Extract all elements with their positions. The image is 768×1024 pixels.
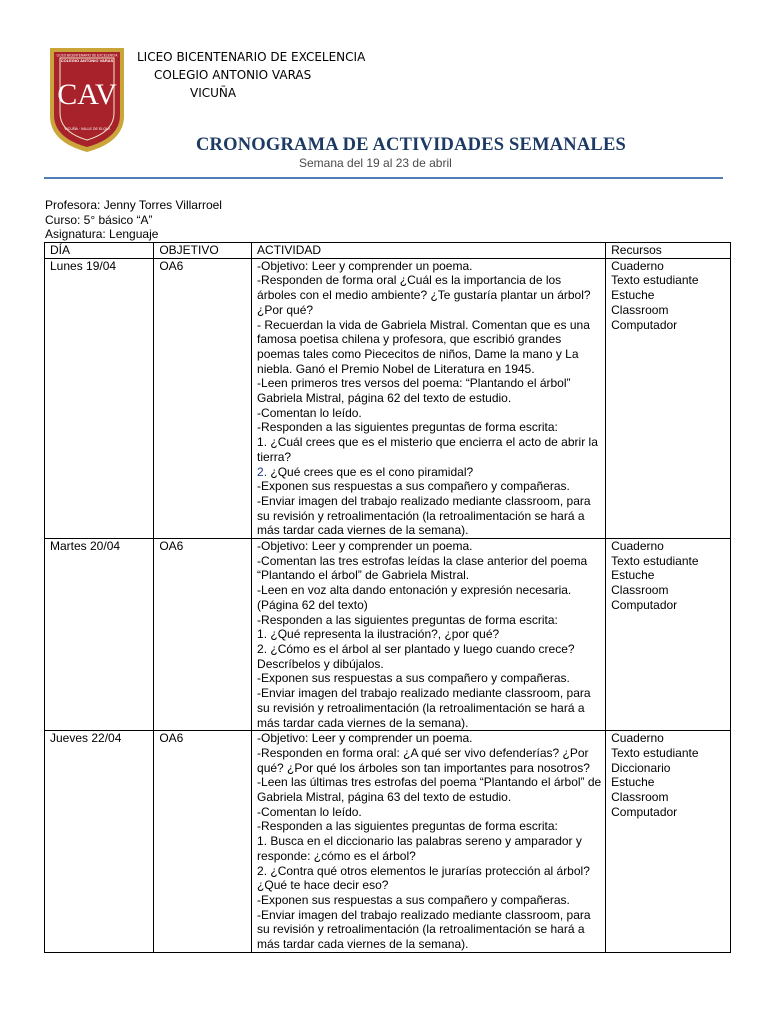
resource-item: Texto estudiante bbox=[611, 745, 699, 760]
activity-line: -Leen en voz alta dando entonación y expresión necesaria. (Página 62 del texto) bbox=[257, 583, 572, 612]
header-day: DÍA bbox=[45, 243, 154, 259]
activity-line: -Objetivo: Leer y comprender un poema. bbox=[257, 258, 473, 273]
table-row bbox=[45, 539, 731, 731]
resource-item: Computador bbox=[611, 597, 678, 612]
activity-line: 2. ¿Cómo es el árbol al ser plantado y luego cuando crece? Descríbelos y dibújalos. bbox=[257, 641, 575, 671]
activity-line: -Comentan lo leído. bbox=[257, 405, 362, 420]
activity-line: 2. ¿Qué crees que es el cono piramidal? bbox=[257, 464, 474, 479]
activity-cell bbox=[252, 258, 606, 538]
objective-cell: OA6 bbox=[154, 539, 252, 731]
resources-cell bbox=[606, 731, 731, 953]
activity-line: -Leen primeros tres versos del poema: “Plantando el árbol” Gabriela Mistral, página 62 del texto de estudio. bbox=[257, 376, 571, 406]
school-name bbox=[137, 48, 365, 102]
resources-cell bbox=[606, 258, 731, 538]
day-cell: Jueves 22/04 bbox=[45, 731, 154, 953]
teacher-line: Profesora: Jenny Torres Villarroel bbox=[45, 198, 222, 212]
school-line-1: LICEO BICENTENARIO DE EXCELENCIA bbox=[137, 50, 366, 64]
header-resources: Recursos bbox=[606, 243, 731, 259]
school-line-2: COLEGIO ANTONIO VARAS bbox=[154, 68, 312, 82]
activity-line: -Responden de forma oral ¿Cuál es la importancia de los árboles con el medio ambiente? ¿Te gustaría plantar un árbol? ¿Por qué? bbox=[257, 273, 591, 317]
resource-item: Estuche bbox=[611, 568, 655, 583]
activity-line: -Leen las últimas tres estrofas del poema “Plantando el árbol” de Gabriela Mistral, página 63 del texto de estudio. bbox=[257, 775, 602, 805]
table-row bbox=[45, 731, 731, 953]
activity-line: 1. ¿Cuál crees que es el misterio que encierra el acto de abrir la tierra? bbox=[257, 435, 598, 464]
resource-item: Diccionario bbox=[611, 760, 671, 775]
resources-cell bbox=[606, 539, 731, 731]
activity-cell bbox=[252, 731, 606, 953]
activity-line: -Responden a las siguientes preguntas de forma escrita: bbox=[257, 819, 558, 834]
day-cell: Martes 20/04 bbox=[45, 539, 154, 731]
activity-line: -Objetivo: Leer y comprender un poema. bbox=[257, 731, 473, 746]
course-info bbox=[45, 198, 222, 242]
resource-item: Estuche bbox=[611, 775, 655, 790]
activity-line: -Exponen sus respuestas a sus compañero y compañeras. bbox=[257, 479, 570, 494]
resource-item: Estuche bbox=[611, 288, 655, 303]
objective-cell: OA6 bbox=[154, 258, 252, 538]
activity-line: 1. Busca en el diccionario las palabras sereno y amparador y responde: ¿cómo es el árbol? bbox=[257, 834, 582, 863]
header-divider bbox=[44, 177, 723, 179]
resource-item: Cuaderno bbox=[611, 539, 664, 554]
header-activity: ACTIVIDAD bbox=[252, 243, 606, 259]
activity-line: -Comentan lo leído. bbox=[257, 804, 362, 819]
activity-line: -Enviar imagen del trabajo realizado mediante classroom, para su revisión y retroalimentación (la retroalimentación se hará a más tardar cada viernes de la semana). bbox=[257, 493, 591, 538]
resource-item: Classroom bbox=[611, 583, 669, 598]
resource-item: Classroom bbox=[611, 302, 669, 317]
activity-cell bbox=[252, 539, 606, 731]
activity-line: -Responden a las siguientes preguntas de forma escrita: bbox=[257, 420, 558, 435]
resource-item: Computador bbox=[611, 317, 678, 332]
activity-line: -Objetivo: Leer y comprender un poema. bbox=[257, 539, 473, 554]
logo-ring-bottom: VICUÑA · VALLE DE ELQUI bbox=[64, 127, 110, 131]
table-header-row bbox=[45, 243, 731, 259]
resource-item: Cuaderno bbox=[611, 731, 664, 746]
resource-item: Texto estudiante bbox=[611, 273, 699, 288]
resource-item: Texto estudiante bbox=[611, 553, 699, 568]
activity-line: -Comentan las tres estrofas leídas la clase anterior del poema “Plantando el árbol” de Gabriela Mistral. bbox=[257, 553, 588, 583]
activity-line: -Responden en forma oral: ¿A qué ser vivo defenderías? ¿Por qué? ¿Por qué los árboles son tan importantes para nosotros? bbox=[257, 745, 590, 775]
logo-monogram: CAV bbox=[57, 78, 117, 111]
objective-cell: OA6 bbox=[154, 731, 252, 953]
activity-line: -Exponen sus respuestas a sus compañero y compañeras. bbox=[257, 892, 570, 907]
schedule-table bbox=[44, 242, 731, 953]
activity-line: -Responden a las siguientes preguntas de forma escrita: bbox=[257, 612, 558, 627]
logo-ring-top: LICEO BICENTENARIO DE EXCELENCIA bbox=[56, 53, 118, 58]
activity-line: 1. ¿Qué representa la ilustración?, ¿por qué? bbox=[257, 627, 500, 642]
course-line: Curso: 5° básico “A” bbox=[45, 212, 153, 227]
resource-item: Cuaderno bbox=[611, 258, 664, 273]
activity-line: -Enviar imagen del trabajo realizado mediante classroom, para su revisión y retroalimentación (la retroalimentación se hará a más tardar cada viernes de la semana). bbox=[257, 686, 591, 730]
document-title: CRONOGRAMA DE ACTIVIDADES SEMANALES bbox=[196, 135, 626, 155]
header-objective: OBJETIVO bbox=[154, 243, 252, 259]
logo-ring-name: COLEGIO ANTONIO VARAS bbox=[60, 58, 114, 63]
school-crest-logo bbox=[48, 46, 126, 154]
day-cell: Lunes 19/04 bbox=[45, 258, 154, 538]
week-subtitle: Semana del 19 al 23 de abril bbox=[299, 156, 452, 170]
activity-line: -Exponen sus respuestas a sus compañero y compañeras. bbox=[257, 671, 570, 686]
activity-line: 2. ¿Contra qué otros elementos le jurarías protección al árbol? ¿Qué te hace decir eso? bbox=[257, 863, 590, 893]
activity-line: - Recuerdan la vida de Gabriela Mistral. Comentan que es una famosa poetisa chilena y profesora, que escribió grandes poemas tales como Piececitos de niños, Dame la mano y La niebla. Ganó el Premio Nobel de Literatura en 1945. bbox=[257, 317, 590, 376]
subject-line: Asignatura: Lenguaje bbox=[45, 227, 159, 242]
resource-item: Computador bbox=[611, 804, 678, 819]
school-line-3: VICUÑA bbox=[190, 86, 237, 100]
activity-line: -Enviar imagen del trabajo realizado mediante classroom, para su revisión y retroalimentación (la retroalimentación se hará a más tardar cada viernes de la semana). bbox=[257, 907, 591, 952]
table-row bbox=[45, 258, 731, 538]
resource-item: Classroom bbox=[611, 790, 669, 805]
